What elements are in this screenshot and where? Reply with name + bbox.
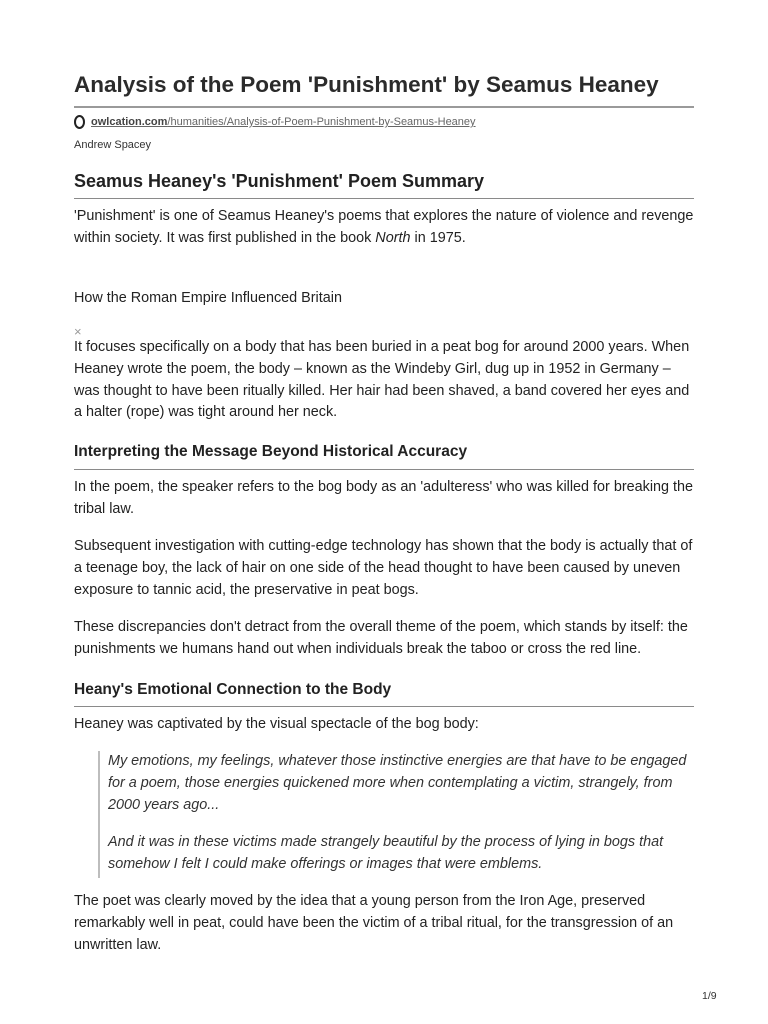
author-name: Andrew Spacey	[74, 139, 152, 151]
interpreting-paragraph-1: In the poem, the speaker refers to the bog body as an 'adulteress' who was killed for breaking the tribal law.	[74, 479, 694, 517]
summary-paragraph-2: It focuses specifically on a body that has been buried in a peat bog for around 2000 years. When Heaney wrote the poem, the body – known as the Windeby Girl, dug up in 1952 in Germany – was thought to have been ritually killed. Her hair had been shaved, a band covered her eyes and a halter (rope) was tight around her neck.	[74, 339, 690, 421]
section-heading-emotional: Heany's Emotional Connection to the Body	[74, 681, 392, 698]
interpreting-paragraph-3: These discrepancies don't detract from the overall theme of the poem, which stands by itself: the punishments we humans hand out when individuals break the taboo or cross the red line.	[74, 619, 688, 657]
source-line	[74, 113, 476, 131]
source-path[interactable]: /humanities/Analysis-of-Poem-Punishment-by-Seamus-Heaney	[167, 116, 476, 128]
title-divider	[74, 106, 694, 108]
section-heading-summary: Seamus Heaney's 'Punishment' Poem Summary	[74, 171, 484, 191]
page-indicator: 1/9	[702, 990, 717, 1002]
related-article-link[interactable]: How the Roman Empire Influenced Britain	[74, 290, 342, 306]
quote-paragraph-1: My emotions, my feelings, whatever those instinctive energies are that have to be engaged for a poem, those energies quickened more when contemplating a victim, strangely, from 2000 years ago...	[108, 753, 687, 813]
close-icon[interactable]: ×	[74, 324, 82, 339]
section-divider	[74, 706, 694, 707]
section-heading-interpreting: Interpreting the Message Beyond Historical Accuracy	[74, 443, 468, 460]
summary-paragraph-1: 'Punishment' is one of Seamus Heaney's poems that explores the nature of violence and revenge within society. It was first published in the book North in 1975.	[74, 208, 694, 246]
quote-paragraph-2: And it was in these victims made strangely beautiful by the process of lying in bogs that somehow I felt I could make offerings or images that were emblems.	[108, 834, 664, 872]
book-title: North	[375, 229, 411, 246]
article-title: Analysis of the Poem 'Punishment' by Seamus Heaney	[74, 72, 659, 97]
emotional-paragraph-1: Heaney was captivated by the visual spectacle of the bog body:	[74, 716, 479, 732]
source-url-link[interactable]	[91, 116, 476, 128]
blockquote	[98, 751, 708, 878]
site-logo-icon	[74, 115, 85, 129]
emotional-paragraph-2: The poet was clearly moved by the idea that a young person from the Iron Age, preserved remarkably well in peat, could have been the victim of a tribal ritual, for the transgression of an unwritten law.	[74, 893, 674, 953]
source-domain[interactable]: owlcation.com	[91, 116, 168, 128]
section-divider	[74, 469, 694, 470]
interpreting-paragraph-2: Subsequent investigation with cutting-edge technology has shown that the body is actually that of a teenage boy, the lack of hair on one side of the head thought to have been caused by uneven exposure to tannic acid, the preservative in peat bogs.	[74, 538, 693, 598]
section-divider	[74, 198, 694, 199]
